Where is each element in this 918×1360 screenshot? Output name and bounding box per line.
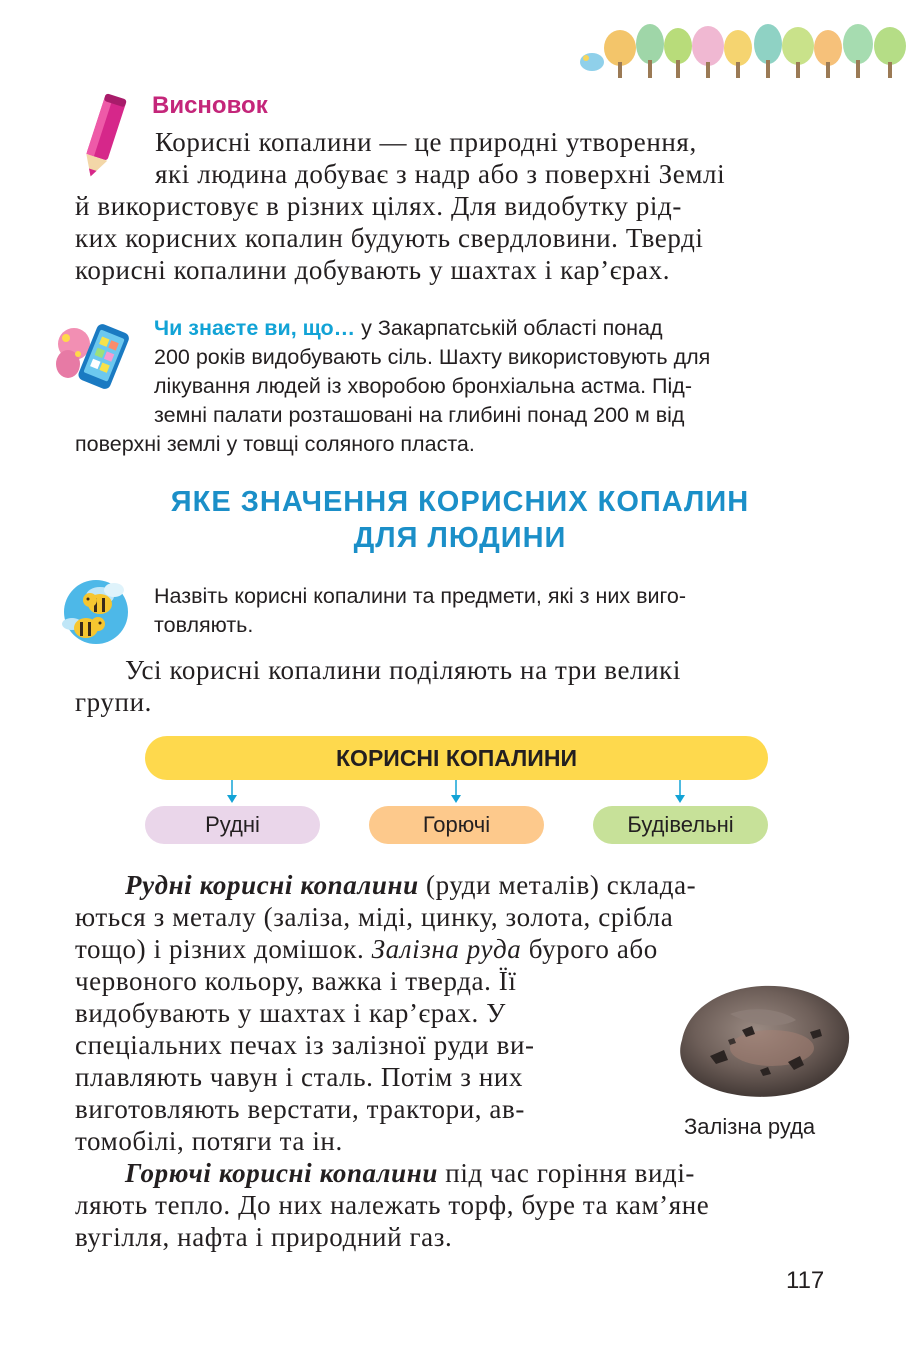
page-number: 117 xyxy=(786,1267,825,1294)
did-you-know-lead: Чи знаєте ви, що… xyxy=(154,316,356,340)
text-line xyxy=(125,869,696,902)
text-line: 200 років видобувають сіль. Шахту використовують для xyxy=(154,345,711,369)
text-line: Корисні копалини — це природні утворення, xyxy=(155,127,697,157)
text-line xyxy=(154,314,663,343)
text-line: Назвіть корисні копалини та предмети, які з них виго- xyxy=(154,584,687,608)
text-line: вугілля, нафта і природний газ. xyxy=(75,1222,453,1252)
text-line: групи. xyxy=(75,687,152,717)
text-line: Усі корисні копалини поділяють на три великі xyxy=(125,655,681,685)
arrow-down-icon xyxy=(674,780,686,804)
pencil-icon xyxy=(72,92,132,184)
conclusion-title: Висновок xyxy=(152,92,268,119)
iron-ore-image xyxy=(670,970,855,1105)
text-span: під час горіння виді- xyxy=(437,1158,696,1188)
diagram-group-construction: Будівельні xyxy=(593,806,768,844)
fuel-term: Горючі корисні копалини xyxy=(125,1158,438,1188)
diagram-root: КОРИСНІ КОПАЛИНИ xyxy=(145,736,768,780)
text-line: ких корисних копалин будують свердловини. Тверді xyxy=(75,223,704,253)
text-line: й використовує в різних цілях. Для видобутку рід- xyxy=(75,191,682,221)
text-line: поверхні землі у товщі соляного пласта. xyxy=(75,432,475,456)
text-line: видобувають у шахтах і кар’єрах. У xyxy=(75,998,506,1028)
arrow-down-icon xyxy=(226,780,238,804)
heading-line: ДЛЯ ЛЮДИНИ xyxy=(353,522,567,554)
ore-term: Рудні корисні копалини xyxy=(125,870,419,900)
text-line: товляють. xyxy=(154,613,254,637)
text-line: корисні копалини добувають у шахтах і кар’єрах. xyxy=(75,255,671,285)
text-line: земні палати розташовані на глибині понад 200 м від xyxy=(154,403,685,427)
diagram-group-ore: Рудні xyxy=(145,806,320,844)
diagram-group-fuel: Горючі xyxy=(369,806,544,844)
text-line: ляють тепло. До них належать торф, буре та кам’яне xyxy=(75,1190,710,1220)
text-span: у Закарпатській області понад xyxy=(355,316,663,340)
text-line xyxy=(75,933,658,966)
text-line: томобілі, потяги та ін. xyxy=(75,1126,343,1156)
text-span: бурого або xyxy=(521,934,658,964)
iron-ore-term: Залізна руда xyxy=(371,934,522,964)
text-line: ються з металу (заліза, міді, цинку, золота, срібла xyxy=(75,902,674,932)
trees-decoration xyxy=(570,22,918,84)
heading-line: ЯКЕ ЗНАЧЕННЯ КОРИСНИХ КОПАЛИН xyxy=(170,486,750,518)
iron-ore-caption: Залізна руда xyxy=(684,1114,816,1139)
arrow-down-icon xyxy=(450,780,462,804)
text-line: які людина добуває з надр або з поверхні Землі xyxy=(155,159,726,189)
text-line: спеціальних печах із залізної руди ви- xyxy=(75,1030,535,1060)
text-span: тощо) і різних домішок. xyxy=(75,934,372,964)
text-line: червоного кольору, важка і тверда. Її xyxy=(75,966,517,996)
smartphone-icon xyxy=(54,318,136,394)
text-line: плавляють чавун і сталь. Потім з них xyxy=(75,1062,524,1092)
bees-icon xyxy=(56,574,136,646)
text-line: лікування людей із хворобою бронхіальна астма. Під- xyxy=(154,374,692,398)
section-heading xyxy=(80,484,840,556)
text-line xyxy=(125,1157,695,1190)
text-span: (руди металів) склада- xyxy=(418,870,697,900)
text-line: виготовляють верстати, трактори, ав- xyxy=(75,1094,525,1124)
